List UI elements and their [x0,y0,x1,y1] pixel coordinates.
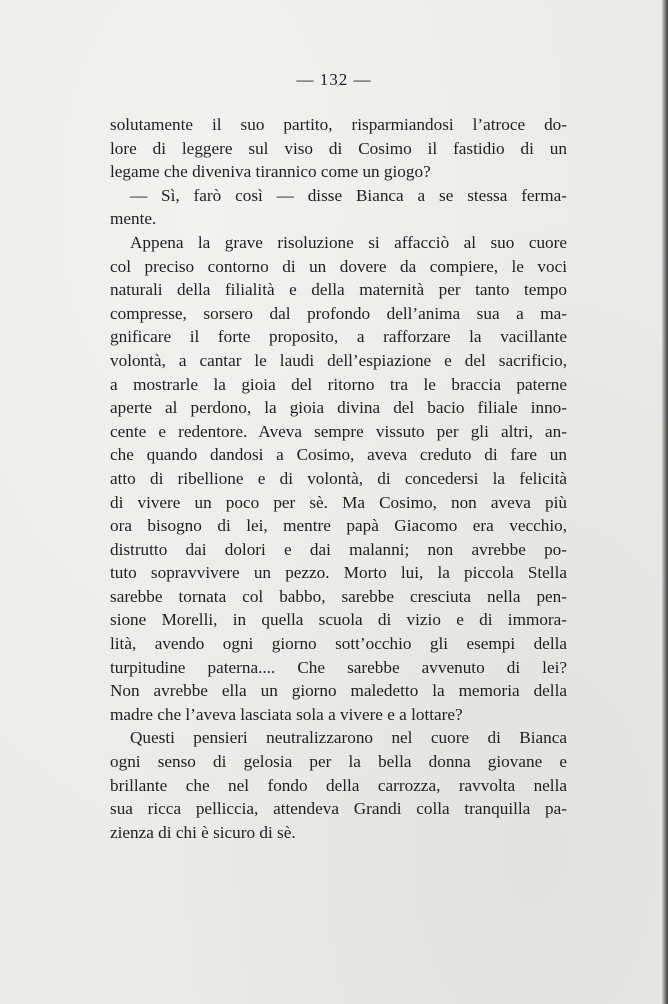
text-line: tuto sopravvivere un pezzo. Morto lui, la piccola Stella [110,563,567,583]
text-line: turpitudine paterna.... Che sarebbe avvenuto di lei? [110,657,567,677]
text-line: che quando dandosi a Cosimo, aveva creduto di fare un [110,445,567,465]
page-edge [662,0,668,1004]
text-line: cente e redentore. Aveva sempre vissuto per gli altri, an- [110,421,567,441]
text-line: solutamente il suo partito, risparmiandosi l’atroce do- [110,115,567,134]
text-line: gnificare il forte proposito, a rafforzare la vacillante [110,327,567,347]
text-line: mente. [110,209,157,229]
text-line: Non avrebbe ella un giorno maledetto la memoria della [110,681,567,701]
text-line: di vivere un poco per sè. Ma Cosimo, non aveva più [110,492,567,512]
text-line: volontà, a cantar le laudi dell’espiazione e del sacrificio, [110,350,567,370]
text-line: a mostrarle la gioia del ritorno tra le braccia paterne [110,374,567,394]
page-number: — 132 — [296,70,372,89]
text-line: zienza di chi è sicuro di sè. [110,822,296,842]
text-line: compresse, sorsero dal profondo dell’anima sua a ma- [110,303,567,323]
text-line: aperte al perdono, la gioia divina del bacio filiale inno- [110,398,567,418]
text-line: lità, avendo ogni giorno sott’occhio gli esempi della [110,634,567,654]
text-line: lore di leggere sul viso di Cosimo il fastidio di un [110,138,567,158]
text-line: — Sì, farò così — disse Bianca a se stessa ferma- [130,185,567,205]
text-line: Appena la grave risoluzione si affacciò al suo cuore [130,232,567,252]
text-line: legame che diveniva tirannico come un giogo? [110,162,431,182]
text-line: sarebbe tornata col babbo, sarebbe cresciuta nella pen- [110,586,567,606]
text-line: distrutto dai dolori e dai malanni; non avrebbe po- [110,539,567,559]
text-line: col preciso contorno di un dovere da compiere, le voci [110,256,567,276]
text-line: ora bisogno di lei, mentre papà Giacomo era vecchio, [110,516,567,536]
text-line: brillante che nel fondo della carrozza, ravvolta nella [110,775,567,795]
text-line: madre che l’aveva lasciata sola a vivere e a lottare? [110,704,463,724]
body-text [110,113,567,844]
text-line: atto di ribellione e di volontà, di concedersi la felicità [110,468,567,488]
text-line: ogni senso di gelosia per la bella donna giovane e [110,752,567,772]
text-line: sione Morelli, in quella scuola di vizio e di immora- [110,610,567,630]
text-line: sua ricca pelliccia, attendeva Grandi colla tranquilla pa- [110,799,567,819]
text-line: naturali della filialità e della maternità per tanto tempo [110,280,567,300]
text-line: Questi pensieri neutralizzarono nel cuore di Bianca [130,728,567,748]
